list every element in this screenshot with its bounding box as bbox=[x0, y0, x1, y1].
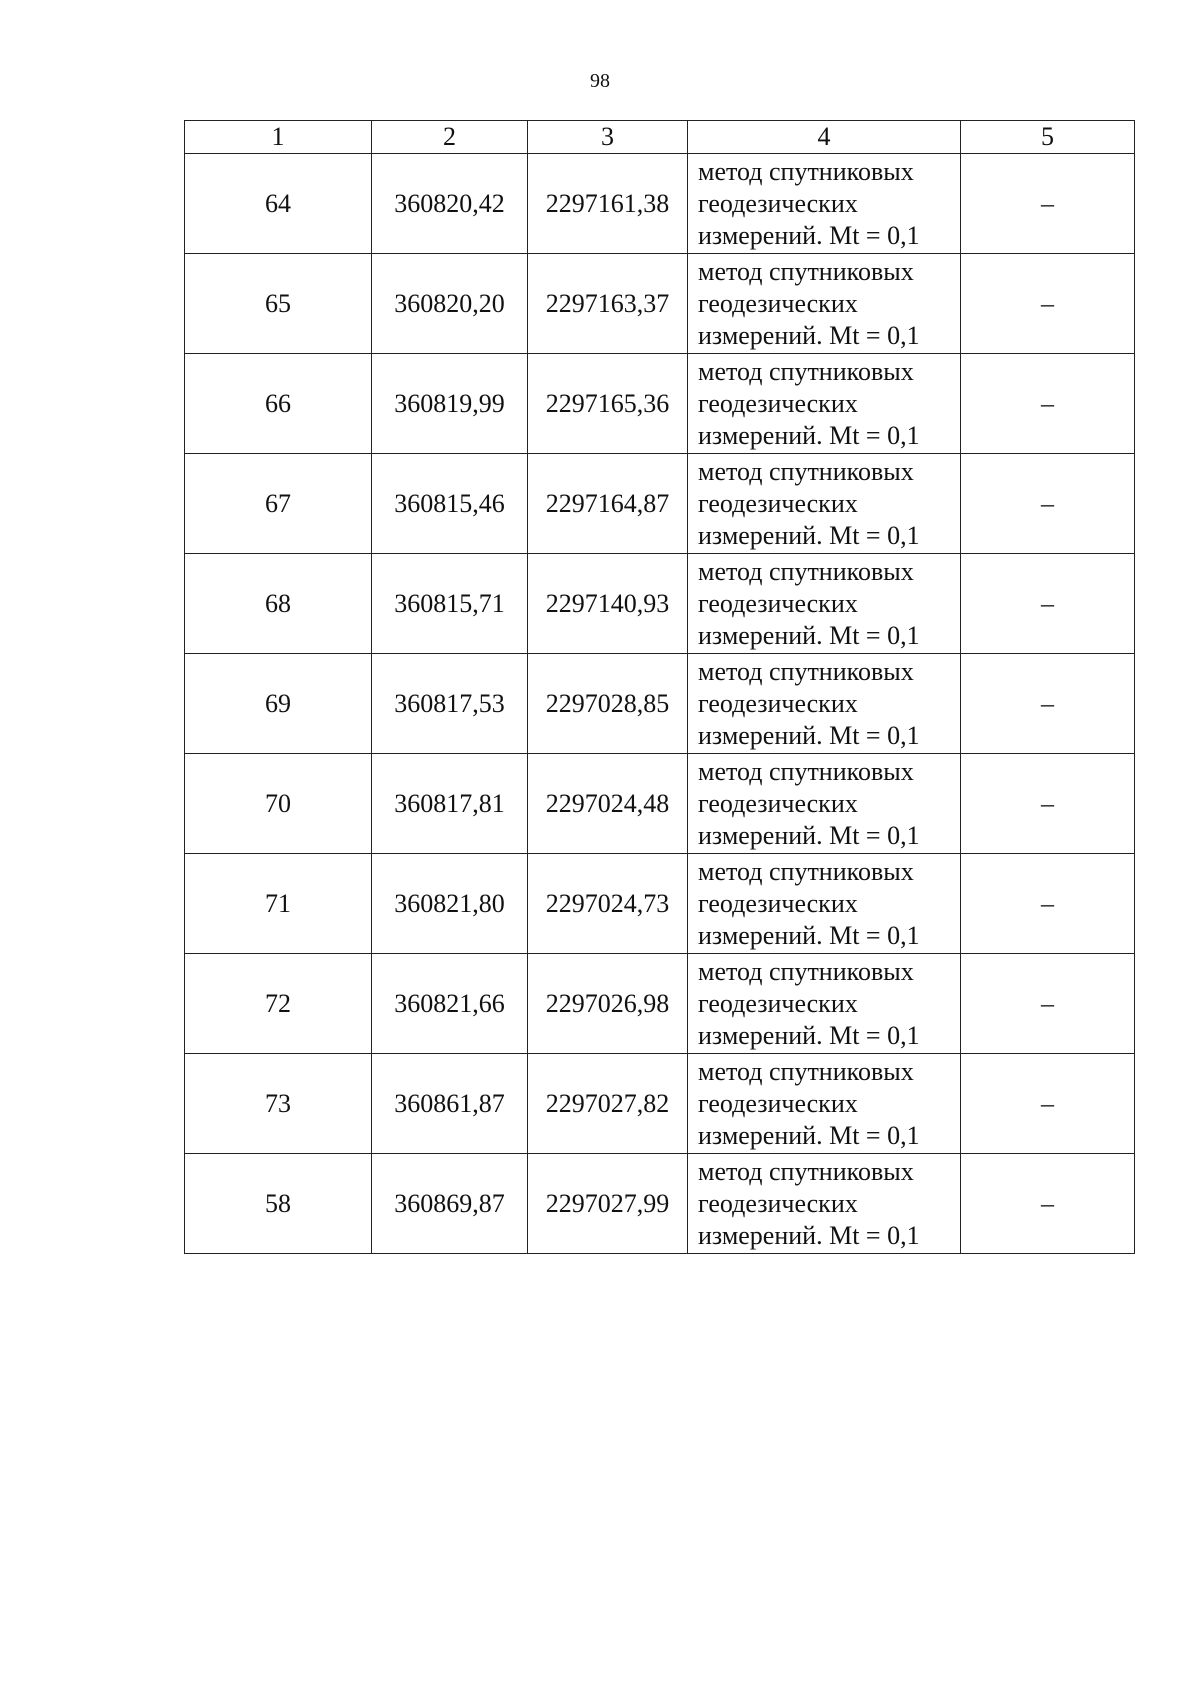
method-line-3: измерений. Mt = 0,1 bbox=[698, 520, 920, 550]
note-cell: – bbox=[961, 854, 1135, 954]
method-line-1: метод спутниковых bbox=[698, 456, 914, 486]
method-line-1: метод спутниковых bbox=[698, 656, 914, 686]
method-line-1: метод спутниковых bbox=[698, 756, 914, 786]
table-row bbox=[185, 854, 1135, 954]
y-coordinate-cell: 2297026,98 bbox=[528, 954, 688, 1054]
method-line-2: геодезических bbox=[698, 188, 858, 218]
table-header-row bbox=[185, 121, 1135, 154]
y-coordinate-cell: 2297027,99 bbox=[528, 1154, 688, 1254]
x-coordinate-cell: 360815,46 bbox=[372, 454, 528, 554]
x-coordinate-cell: 360820,20 bbox=[372, 254, 528, 354]
point-number-cell: 64 bbox=[185, 154, 372, 254]
note-cell: – bbox=[961, 154, 1135, 254]
y-coordinate-cell: 2297024,73 bbox=[528, 854, 688, 954]
table-row bbox=[185, 554, 1135, 654]
x-coordinate-cell: 360861,87 bbox=[372, 1054, 528, 1154]
method-line-1: метод спутниковых bbox=[698, 856, 914, 886]
y-coordinate-cell: 2297164,87 bbox=[528, 454, 688, 554]
x-coordinate-cell: 360869,87 bbox=[372, 1154, 528, 1254]
method-cell bbox=[688, 254, 961, 354]
y-coordinate-cell: 2297024,48 bbox=[528, 754, 688, 854]
method-line-3: измерений. Mt = 0,1 bbox=[698, 220, 920, 250]
point-number-cell: 72 bbox=[185, 954, 372, 1054]
method-line-3: измерений. Mt = 0,1 bbox=[698, 620, 920, 650]
method-cell bbox=[688, 1054, 961, 1154]
note-cell: – bbox=[961, 254, 1135, 354]
method-line-3: измерений. Mt = 0,1 bbox=[698, 920, 920, 950]
header-col-1: 1 bbox=[185, 121, 372, 154]
x-coordinate-cell: 360821,80 bbox=[372, 854, 528, 954]
note-cell: – bbox=[961, 1154, 1135, 1254]
y-coordinate-cell: 2297028,85 bbox=[528, 654, 688, 754]
method-line-2: геодезических bbox=[698, 1188, 858, 1218]
note-cell: – bbox=[961, 354, 1135, 454]
table-row bbox=[185, 754, 1135, 854]
method-line-3: измерений. Mt = 0,1 bbox=[698, 420, 920, 450]
method-line-1: метод спутниковых bbox=[698, 556, 914, 586]
table-row bbox=[185, 654, 1135, 754]
method-line-3: измерений. Mt = 0,1 bbox=[698, 1120, 920, 1150]
method-cell bbox=[688, 154, 961, 254]
method-cell bbox=[688, 1154, 961, 1254]
point-number-cell: 68 bbox=[185, 554, 372, 654]
method-line-2: геодезических bbox=[698, 888, 858, 918]
point-number-cell: 65 bbox=[185, 254, 372, 354]
method-line-2: геодезических bbox=[698, 1088, 858, 1118]
table-row bbox=[185, 154, 1135, 254]
header-col-2: 2 bbox=[372, 121, 528, 154]
x-coordinate-cell: 360820,42 bbox=[372, 154, 528, 254]
method-line-3: измерений. Mt = 0,1 bbox=[698, 320, 920, 350]
header-col-5: 5 bbox=[961, 121, 1135, 154]
note-cell: – bbox=[961, 554, 1135, 654]
y-coordinate-cell: 2297165,36 bbox=[528, 354, 688, 454]
point-number-cell: 73 bbox=[185, 1054, 372, 1154]
coordinates-table-container bbox=[184, 120, 1134, 1254]
x-coordinate-cell: 360817,53 bbox=[372, 654, 528, 754]
method-line-1: метод спутниковых bbox=[698, 156, 914, 186]
point-number-cell: 70 bbox=[185, 754, 372, 854]
x-coordinate-cell: 360819,99 bbox=[372, 354, 528, 454]
method-line-1: метод спутниковых bbox=[698, 956, 914, 986]
method-line-1: метод спутниковых bbox=[698, 256, 914, 286]
method-line-2: геодезических bbox=[698, 788, 858, 818]
x-coordinate-cell: 360817,81 bbox=[372, 754, 528, 854]
y-coordinate-cell: 2297027,82 bbox=[528, 1054, 688, 1154]
method-line-2: геодезических bbox=[698, 988, 858, 1018]
method-cell bbox=[688, 554, 961, 654]
note-cell: – bbox=[961, 654, 1135, 754]
x-coordinate-cell: 360815,71 bbox=[372, 554, 528, 654]
method-line-2: геодезических bbox=[698, 688, 858, 718]
header-col-4: 4 bbox=[688, 121, 961, 154]
method-line-3: измерений. Mt = 0,1 bbox=[698, 1020, 920, 1050]
header-col-3: 3 bbox=[528, 121, 688, 154]
method-line-2: геодезических bbox=[698, 488, 858, 518]
note-cell: – bbox=[961, 454, 1135, 554]
point-number-cell: 67 bbox=[185, 454, 372, 554]
method-cell bbox=[688, 854, 961, 954]
y-coordinate-cell: 2297140,93 bbox=[528, 554, 688, 654]
method-line-3: измерений. Mt = 0,1 bbox=[698, 820, 920, 850]
method-cell bbox=[688, 354, 961, 454]
method-line-3: измерений. Mt = 0,1 bbox=[698, 1220, 920, 1250]
point-number-cell: 66 bbox=[185, 354, 372, 454]
coordinates-table bbox=[184, 120, 1135, 1254]
method-line-1: метод спутниковых bbox=[698, 356, 914, 386]
table-row bbox=[185, 454, 1135, 554]
y-coordinate-cell: 2297161,38 bbox=[528, 154, 688, 254]
method-line-2: геодезических bbox=[698, 588, 858, 618]
note-cell: – bbox=[961, 1054, 1135, 1154]
method-line-1: метод спутниковых bbox=[698, 1156, 914, 1186]
method-cell bbox=[688, 754, 961, 854]
table-row bbox=[185, 1154, 1135, 1254]
table-row bbox=[185, 954, 1135, 1054]
method-cell bbox=[688, 654, 961, 754]
point-number-cell: 69 bbox=[185, 654, 372, 754]
page-number: 98 bbox=[590, 70, 610, 92]
method-line-1: метод спутниковых bbox=[698, 1056, 914, 1086]
table-row bbox=[185, 254, 1135, 354]
method-cell bbox=[688, 454, 961, 554]
point-number-cell: 71 bbox=[185, 854, 372, 954]
table-row bbox=[185, 1054, 1135, 1154]
y-coordinate-cell: 2297163,37 bbox=[528, 254, 688, 354]
method-line-2: геодезических bbox=[698, 288, 858, 318]
note-cell: – bbox=[961, 954, 1135, 1054]
x-coordinate-cell: 360821,66 bbox=[372, 954, 528, 1054]
method-line-2: геодезических bbox=[698, 388, 858, 418]
note-cell: – bbox=[961, 754, 1135, 854]
table-row bbox=[185, 354, 1135, 454]
method-cell bbox=[688, 954, 961, 1054]
point-number-cell: 58 bbox=[185, 1154, 372, 1254]
method-line-3: измерений. Mt = 0,1 bbox=[698, 720, 920, 750]
